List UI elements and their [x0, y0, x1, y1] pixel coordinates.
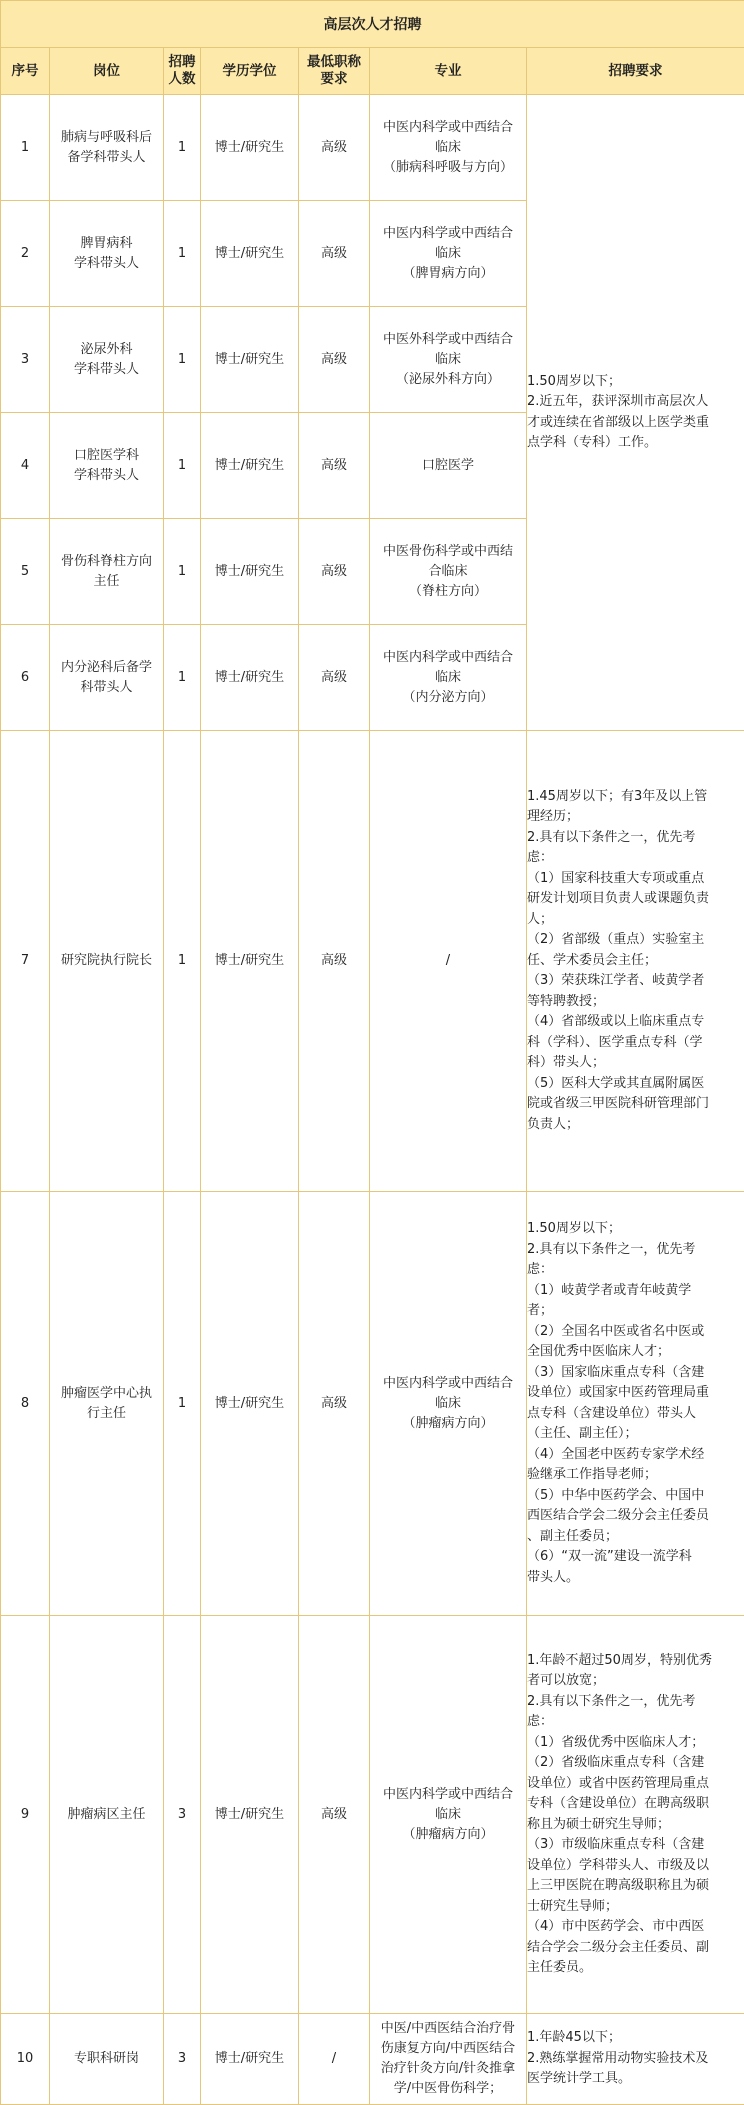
cell-requirements [527, 2014, 744, 2105]
requirement-line: 设单位）或国家中医药管理局重 [527, 1383, 744, 1404]
cell-degree: 博士/研究生 [201, 95, 299, 201]
cell-title: 高级 [299, 413, 370, 519]
cell-major [370, 731, 527, 1192]
cell-title: 高级 [299, 1616, 370, 2014]
requirement-line: 点学科（专科）工作。 [527, 433, 744, 454]
cell-no: 9 [1, 1616, 50, 2014]
cell-major-line: 中医内科学或中西结合 [370, 118, 526, 138]
table-row [1, 1192, 744, 1616]
requirement-line: 1.50周岁以下； [527, 1219, 744, 1240]
requirement-line: （4）市中医药学会、市中西医 [527, 1917, 744, 1938]
requirement-line: 士研究生导师； [527, 1897, 744, 1918]
cell-degree: 博士/研究生 [201, 201, 299, 307]
requirement-line: 才或连续在省部级以上医学类重 [527, 413, 744, 434]
cell-position-line: 口腔医学科 [50, 446, 163, 466]
cell-major-line: 口腔医学 [370, 456, 526, 476]
requirement-line: 负责人； [527, 1115, 744, 1136]
table-row [1, 1616, 744, 2014]
cell-major-line: （脊柱方向） [370, 582, 526, 602]
header-degree: 学历学位 [201, 48, 299, 95]
cell-major-line: 中医内科学或中西结合 [370, 1374, 526, 1394]
requirement-line: （3）荣获珠江学者、岐黄学者 [527, 971, 744, 992]
header-count-line: 招聘 [164, 54, 200, 71]
cell-major [370, 519, 527, 625]
requirement-line: （4）省部级或以上临床重点专 [527, 1012, 744, 1033]
requirement-line: 虑： [527, 848, 744, 869]
cell-major-line: 合临床 [370, 562, 526, 582]
header-row [1, 48, 744, 95]
cell-degree: 博士/研究生 [201, 413, 299, 519]
cell-position-line: 肿瘤病区主任 [50, 1805, 163, 1825]
table-title: 高层次人才招聘 [1, 1, 744, 48]
cell-position-line: 泌尿外科 [50, 340, 163, 360]
cell-degree: 博士/研究生 [201, 307, 299, 413]
requirement-line: 、副主任委员； [527, 1527, 744, 1548]
requirement-line: 人； [527, 910, 744, 931]
cell-major-line: （泌尿外科方向） [370, 370, 526, 390]
cell-count: 1 [164, 519, 201, 625]
cell-position-line: 肿瘤医学中心执 [50, 1384, 163, 1404]
requirement-line: 科（学科）、医学重点专科（学 [527, 1033, 744, 1054]
header-title-req-line: 要求 [299, 71, 369, 88]
table-row [1, 2014, 744, 2105]
cell-position-line: 脾胃病科 [50, 234, 163, 254]
cell-major [370, 1192, 527, 1616]
cell-major-line: 中医骨伤科学或中西结 [370, 542, 526, 562]
requirement-line: 任、学术委员会主任； [527, 951, 744, 972]
cell-position-line: 研究院执行院长 [50, 951, 163, 971]
cell-no: 8 [1, 1192, 50, 1616]
cell-title: 高级 [299, 625, 370, 731]
cell-count: 3 [164, 2014, 201, 2105]
cell-position-line: 学科带头人 [50, 254, 163, 274]
cell-position-line: 备学科带头人 [50, 148, 163, 168]
cell-major-line: （肿瘤病方向） [370, 1825, 526, 1845]
header-title-req [299, 48, 370, 95]
cell-position-line: 行主任 [50, 1404, 163, 1424]
cell-count: 3 [164, 1616, 201, 2014]
cell-count: 1 [164, 95, 201, 201]
cell-position-line: 学科带头人 [50, 360, 163, 380]
cell-major [370, 625, 527, 731]
cell-major-line: 中医内科学或中西结合 [370, 224, 526, 244]
requirement-line: 者可以放宽； [527, 1671, 744, 1692]
requirement-line: （5）医科大学或其直属附属医 [527, 1074, 744, 1095]
cell-major [370, 413, 527, 519]
requirement-line: 1.45周岁以下；有3年及以上管 [527, 787, 744, 808]
cell-no: 1 [1, 95, 50, 201]
cell-major-line: 临床 [370, 138, 526, 158]
cell-degree: 博士/研究生 [201, 519, 299, 625]
table-row [1, 95, 744, 201]
requirement-line: （4）全国老中医药专家学术经 [527, 1445, 744, 1466]
cell-position-line: 内分泌科后备学 [50, 658, 163, 678]
cell-position-line: 专职科研岗 [50, 2049, 163, 2069]
cell-position [50, 519, 164, 625]
cell-title: 高级 [299, 731, 370, 1192]
cell-degree: 博士/研究生 [201, 625, 299, 731]
cell-count: 1 [164, 1192, 201, 1616]
requirement-line: 2.具有以下条件之一，优先考 [527, 1240, 744, 1261]
cell-major-line: 中医内科学或中西结合 [370, 648, 526, 668]
requirement-line: （2）省部级（重点）实验室主 [527, 930, 744, 951]
requirement-line: 验继承工作指导老师； [527, 1465, 744, 1486]
requirement-line: 理经历； [527, 807, 744, 828]
requirement-line: 点专科（含建设单位）带头人 [527, 1404, 744, 1425]
cell-major-line: 治疗针灸方向/针灸推拿 [370, 2059, 526, 2079]
cell-major-line: 中医外科学或中西结合 [370, 330, 526, 350]
cell-position [50, 731, 164, 1192]
cell-requirements [527, 95, 744, 731]
cell-position-line: 主任 [50, 572, 163, 592]
requirement-line: （3）市级临床重点专科（含建 [527, 1835, 744, 1856]
requirement-line: 带头人。 [527, 1568, 744, 1589]
cell-position-line: 科带头人 [50, 678, 163, 698]
cell-no: 10 [1, 2014, 50, 2105]
requirement-line: 研发计划项目负责人或课题负责 [527, 889, 744, 910]
header-major: 专业 [370, 48, 527, 95]
requirement-line: （1）国家科技重大专项或重点 [527, 869, 744, 890]
cell-title: 高级 [299, 95, 370, 201]
cell-no: 3 [1, 307, 50, 413]
cell-no: 6 [1, 625, 50, 731]
cell-degree: 博士/研究生 [201, 2014, 299, 2105]
cell-major-line: 临床 [370, 1805, 526, 1825]
cell-title: 高级 [299, 519, 370, 625]
requirement-line: 1.50周岁以下； [527, 372, 744, 393]
cell-title: / [299, 2014, 370, 2105]
requirement-line: 虑： [527, 1260, 744, 1281]
cell-major-line: 中医/中西医结合治疗骨 [370, 2019, 526, 2039]
cell-degree: 博士/研究生 [201, 731, 299, 1192]
cell-position-line: 学科带头人 [50, 466, 163, 486]
requirement-line: 主任委员。 [527, 1958, 744, 1979]
requirement-line: （2）省级临床重点专科（含建 [527, 1753, 744, 1774]
header-count-line: 人数 [164, 71, 200, 88]
requirement-line: 虑： [527, 1712, 744, 1733]
cell-count: 1 [164, 625, 201, 731]
requirement-line: 2.具有以下条件之一，优先考 [527, 828, 744, 849]
requirement-line: （1）省级优秀中医临床人才； [527, 1733, 744, 1754]
cell-requirements [527, 1616, 744, 2014]
cell-position [50, 1192, 164, 1616]
requirement-line: 1.年龄45以下； [527, 2028, 744, 2049]
requirement-line: 专科（含建设单位）在聘高级职 [527, 1794, 744, 1815]
cell-position [50, 625, 164, 731]
cell-major-line: 临床 [370, 350, 526, 370]
requirement-line: 设单位）学科带头人、市级及以 [527, 1856, 744, 1877]
requirement-line: 称且为硕士研究生导师； [527, 1815, 744, 1836]
requirement-line: （5）中华中医药学会、中国中 [527, 1486, 744, 1507]
cell-position [50, 413, 164, 519]
cell-count: 1 [164, 201, 201, 307]
cell-major [370, 307, 527, 413]
requirement-line: 者； [527, 1301, 744, 1322]
requirement-line: 医学统计学工具。 [527, 2069, 744, 2090]
cell-major [370, 95, 527, 201]
requirement-line: 2.熟练掌握常用动物实验技术及 [527, 2049, 744, 2070]
cell-no: 2 [1, 201, 50, 307]
cell-position [50, 1616, 164, 2014]
cell-major-line: 临床 [370, 244, 526, 264]
cell-major-line: 伤康复方向/中西医结合 [370, 2039, 526, 2059]
header-position: 岗位 [50, 48, 164, 95]
cell-major [370, 201, 527, 307]
requirement-line: 结合学会二级分会主任委员、副 [527, 1938, 744, 1959]
requirement-line: 院或省级三甲医院科研管理部门 [527, 1094, 744, 1115]
requirement-line: （1）岐黄学者或青年岐黄学 [527, 1281, 744, 1302]
cell-degree: 博士/研究生 [201, 1616, 299, 2014]
cell-no: 7 [1, 731, 50, 1192]
header-no: 序号 [1, 48, 50, 95]
cell-major-line: 临床 [370, 1394, 526, 1414]
cell-major-line: （脾胃病方向） [370, 264, 526, 284]
cell-major-line: 学/中医骨伤科学； [370, 2079, 526, 2099]
requirement-line: （3）国家临床重点专科（含建 [527, 1363, 744, 1384]
cell-requirements [527, 1192, 744, 1616]
cell-major-line: / [370, 951, 526, 971]
requirement-line: 科）带头人； [527, 1053, 744, 1074]
cell-count: 1 [164, 307, 201, 413]
cell-position [50, 95, 164, 201]
requirement-line: 2.近五年，获评深圳市高层次人 [527, 392, 744, 413]
cell-major [370, 2014, 527, 2105]
cell-title: 高级 [299, 307, 370, 413]
cell-major-line: （内分泌方向） [370, 688, 526, 708]
requirement-line: 2.具有以下条件之一，优先考 [527, 1692, 744, 1713]
cell-position-line: 肺病与呼吸科后 [50, 128, 163, 148]
cell-count: 1 [164, 731, 201, 1192]
header-requirements: 招聘要求 [527, 48, 744, 95]
cell-position [50, 2014, 164, 2105]
requirement-line: 全国优秀中医临床人才； [527, 1342, 744, 1363]
requirement-line: 设单位）或省中医药管理局重点 [527, 1774, 744, 1795]
requirement-line: （6）“双一流”建设一流学科 [527, 1547, 744, 1568]
header-count [164, 48, 201, 95]
cell-degree: 博士/研究生 [201, 1192, 299, 1616]
requirement-line: 1.年龄不超过50周岁，特别优秀 [527, 1651, 744, 1672]
cell-position [50, 201, 164, 307]
cell-requirements [527, 731, 744, 1192]
cell-major-line: （肿瘤病方向） [370, 1414, 526, 1434]
cell-position [50, 307, 164, 413]
requirement-line: （2）全国名中医或省名中医或 [527, 1322, 744, 1343]
cell-no: 5 [1, 519, 50, 625]
cell-major-line: （肺病科呼吸与方向） [370, 158, 526, 178]
header-title-req-line: 最低职称 [299, 54, 369, 71]
cell-title: 高级 [299, 1192, 370, 1616]
requirement-line: 西医结合学会二级分会主任委员 [527, 1506, 744, 1527]
requirement-line: （主任、副主任）； [527, 1424, 744, 1445]
cell-no: 4 [1, 413, 50, 519]
table-row [1, 731, 744, 1192]
cell-major-line: 临床 [370, 668, 526, 688]
requirement-line: 上三甲医院在聘高级职称且为硕 [527, 1876, 744, 1897]
cell-major-line: 中医内科学或中西结合 [370, 1785, 526, 1805]
requirement-line: 等特聘教授； [527, 992, 744, 1013]
cell-major [370, 1616, 527, 2014]
cell-count: 1 [164, 413, 201, 519]
cell-title: 高级 [299, 201, 370, 307]
cell-position-line: 骨伤科脊柱方向 [50, 552, 163, 572]
